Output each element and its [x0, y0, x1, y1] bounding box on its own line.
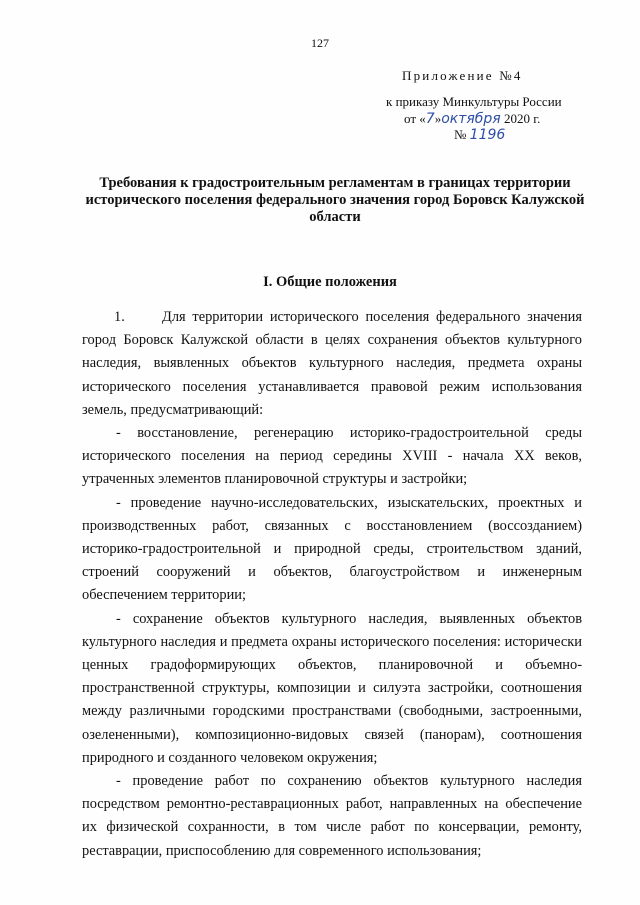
paragraph: - проведение научно-исследовательских, изыскательских, проектных и производственных работ, связанных с восстановлением (воссозданием) историко-градостроительной и природной среды, строительством зданий, строений сооружений и объектов, благоустройством и инженерным обеспечением территории;	[82, 494, 582, 604]
section-heading: I. Общие положения	[263, 274, 397, 290]
order-date-month: октября	[441, 111, 501, 127]
appendix-title: Приложение №4	[402, 68, 523, 83]
order-date-day: 7	[425, 111, 435, 127]
paragraph-text: Для территории исторического поселения федерального значения город Боровск Калужской области в целях сохранения объектов культурного наследия, выявленных объектов культурного наследия, предмета охраны исторического поселения устанавливается правовой режим использования земель, предусматривающий:	[82, 309, 582, 418]
order-date	[404, 111, 540, 127]
paragraph-number: 1.	[114, 309, 125, 325]
paragraph: - проведение работ по сохранению объектов культурного наследия посредством ремонтно-реставрационных работ, направленных на обеспечение их физической сохранности, в том числе работ по консервации, ремонту, реставрации, приспособлению для современного использования;	[82, 773, 582, 859]
document-title: Требования к градостроительным регламентам в границах территории исторического поселения федерального значения город Боровск Калужской области	[85, 175, 585, 225]
order-date-mid: »	[434, 111, 442, 126]
paragraph: - сохранение объектов культурного наследия, выявленных объектов культурного наследия и предмета охраны исторического поселения: исторически ценных градоформирующих объектов, планировочной и объемно-пространственной структуры, композиции и силуэта застройки, соотношения между различными городскими пространствами (свободными, застроенными, озелененными), композиционно-видовых связей (панорам), соотношения природного и созданного человеком окружения;	[82, 610, 582, 766]
order-number	[454, 127, 505, 143]
order-reference: к приказу Минкультуры России	[386, 94, 562, 109]
paragraph: - восстановление, регенерацию историко-градостроительной среды исторического поселения на период середины XVIII - начала XX веков, утраченных элементов планировочной структуры и застройки;	[82, 425, 582, 488]
order-number-value: 1196	[469, 127, 506, 143]
order-date-prefix: от «	[404, 111, 426, 126]
order-date-year: 2020 г.	[500, 111, 541, 126]
body-text	[82, 306, 582, 863]
paragraph	[82, 306, 582, 422]
order-number-label: №	[454, 127, 470, 142]
page-number: 127	[311, 36, 329, 50]
